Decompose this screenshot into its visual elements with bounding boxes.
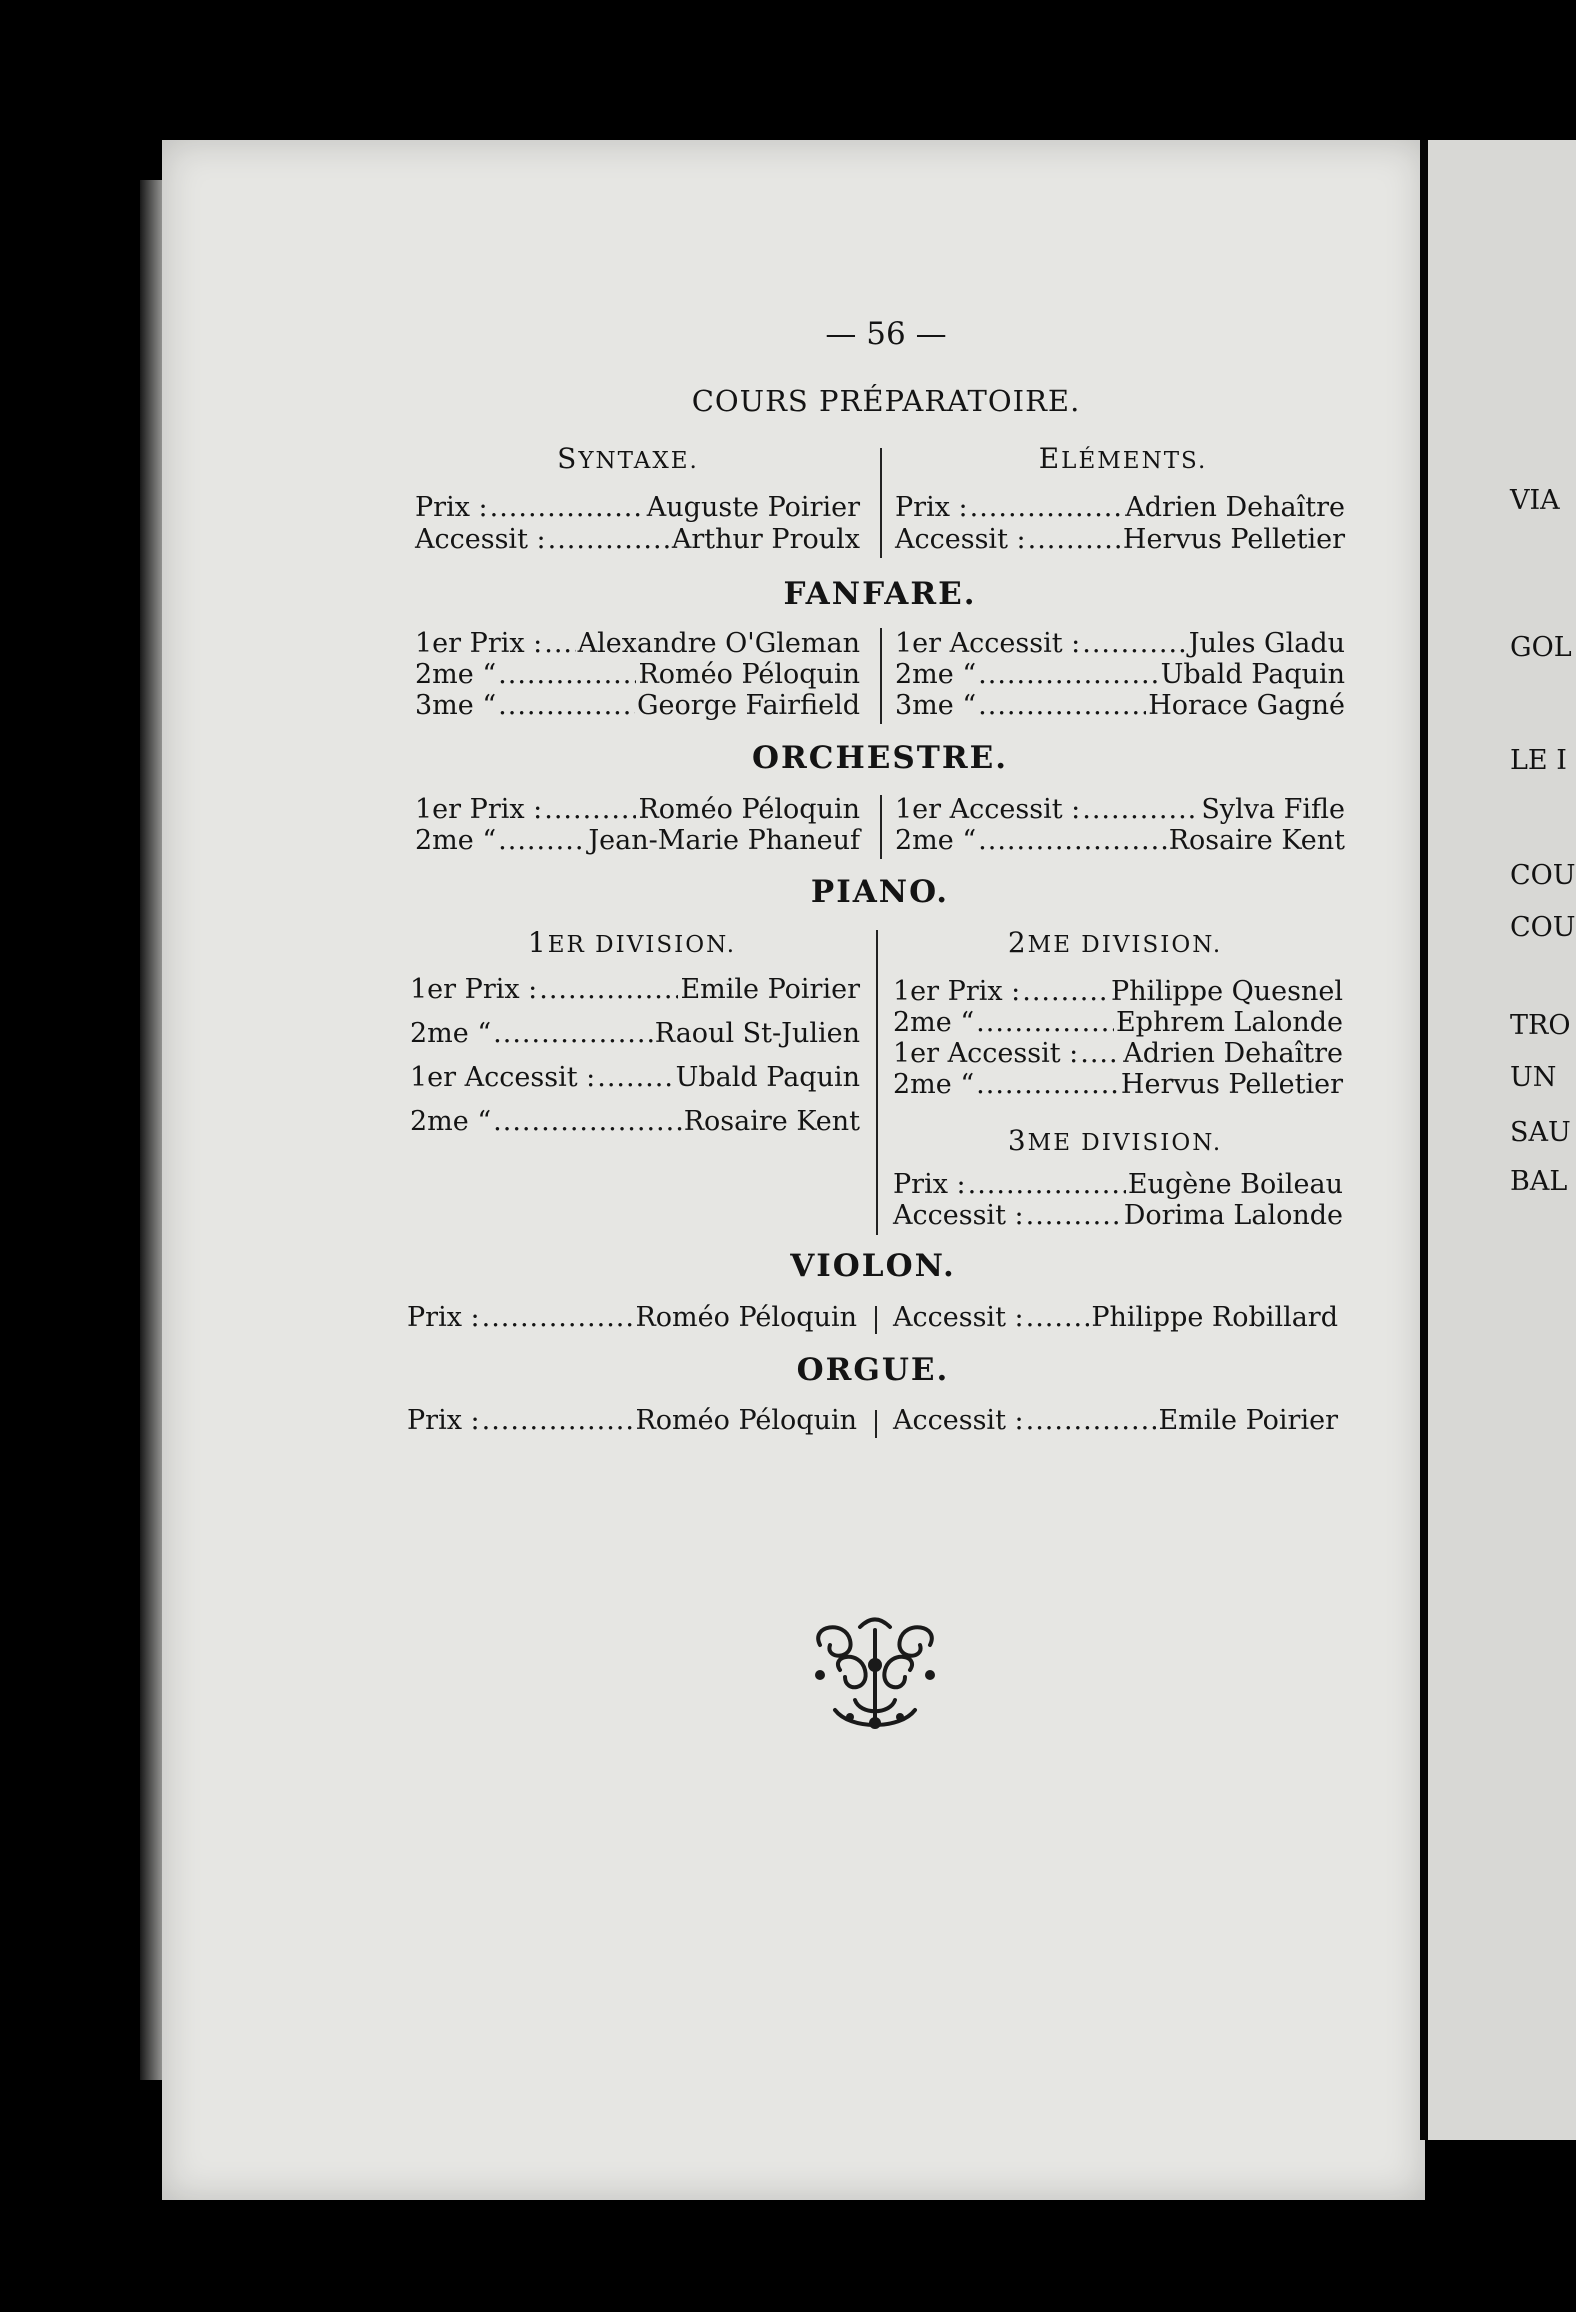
facing-page-fragment: COU bbox=[1510, 912, 1576, 943]
orgue-row: Accessit : ..... Emile Poirier bbox=[893, 1405, 1338, 1436]
piano-div1-row: 1er Accessit : ..... Ubald Paquin bbox=[410, 1062, 860, 1093]
fanfare-row: 3me “ ..... Horace Gagné bbox=[895, 690, 1345, 721]
column-divider bbox=[880, 448, 882, 558]
elements-row: Accessit : ..... Hervus Pelletier bbox=[895, 524, 1345, 555]
violon-heading: VIOLON. bbox=[790, 1248, 956, 1284]
syntaxe-row: Prix : ..... Auguste Poirier bbox=[415, 492, 860, 523]
orchestre-row: 1er Accessit : ..... Sylva Fifle bbox=[895, 794, 1345, 825]
piano-div1-row: 2me “ ..... Rosaire Kent bbox=[410, 1106, 860, 1137]
floral-ornament-icon bbox=[800, 1615, 950, 1735]
column-divider bbox=[876, 930, 878, 1235]
piano-div2-row: 2me “ ..... Hervus Pelletier bbox=[893, 1069, 1343, 1100]
piano-div1-row: 1er Prix : ..... Emile Poirier bbox=[410, 974, 860, 1005]
facing-page-fragment: LE I bbox=[1510, 745, 1567, 776]
column-divider bbox=[880, 795, 882, 859]
fanfare-row: 2me “ ..... Ubald Paquin bbox=[895, 659, 1345, 690]
piano-div1-heading: 1ER DIVISION. bbox=[527, 926, 737, 959]
piano-div2-heading: 2ME DIVISION. bbox=[1007, 926, 1223, 959]
page-number: — 56 — bbox=[825, 316, 947, 352]
piano-div3-row: Prix : ..... Eugène Boileau bbox=[893, 1169, 1343, 1200]
piano-div1-row: 2me “ ..... Raoul St-Julien bbox=[410, 1018, 860, 1049]
column-divider bbox=[875, 1410, 877, 1438]
section-title: COURS PRÉPARATOIRE. bbox=[691, 384, 1081, 418]
facing-page-fragment: UN bbox=[1510, 1062, 1557, 1093]
facing-page-fragment: GOL bbox=[1510, 632, 1572, 663]
fanfare-row: 1er Accessit : ..... Jules Gladu bbox=[895, 628, 1345, 659]
piano-div3-row: Accessit : ..... Dorima Lalonde bbox=[893, 1200, 1343, 1231]
piano-div2-row: 1er Accessit : ..... Adrien Dehaître bbox=[893, 1038, 1343, 1069]
piano-div3-heading: 3ME DIVISION. bbox=[1007, 1124, 1223, 1157]
facing-page-fragment: COU bbox=[1510, 860, 1576, 891]
facing-page-fragment: BAL bbox=[1510, 1166, 1568, 1197]
syntaxe-heading: SYNTAXE. bbox=[557, 442, 699, 475]
fanfare-row: 1er Prix : ..... Alexandre O'Gleman bbox=[415, 628, 860, 659]
fanfare-row: 3me “ ..... George Fairfield bbox=[415, 690, 860, 721]
column-divider bbox=[880, 628, 882, 724]
facing-page-fragment: SAU bbox=[1510, 1117, 1571, 1148]
column-divider bbox=[875, 1306, 877, 1334]
elements-row: Prix : ..... Adrien Dehaître bbox=[895, 492, 1345, 523]
orchestre-row: 2me “ ..... Jean-Marie Phaneuf bbox=[415, 825, 860, 856]
fanfare-heading: FANFARE. bbox=[783, 576, 977, 612]
facing-page-fragment: TRO bbox=[1510, 1010, 1571, 1041]
piano-heading: PIANO. bbox=[810, 874, 950, 910]
piano-div2-row: 1er Prix : ..... Philippe Quesnel bbox=[893, 976, 1343, 1007]
fanfare-row: 2me “ ..... Roméo Péloquin bbox=[415, 659, 860, 690]
syntaxe-row: Accessit : ..... Arthur Proulx bbox=[415, 524, 860, 555]
orgue-row: Prix : ..... Roméo Péloquin bbox=[407, 1405, 857, 1436]
orchestre-row: 1er Prix : ..... Roméo Péloquin bbox=[415, 794, 860, 825]
orchestre-heading: ORCHESTRE. bbox=[752, 740, 1008, 776]
orgue-heading: ORGUE. bbox=[796, 1352, 950, 1388]
facing-page-fragment: VIA bbox=[1510, 485, 1560, 516]
violon-row: Accessit : ..... Philippe Robillard bbox=[893, 1302, 1338, 1333]
elements-heading: ELÉMENTS. bbox=[1038, 442, 1208, 475]
piano-div2-row: 2me “ ..... Ephrem Lalonde bbox=[893, 1007, 1343, 1038]
orchestre-row: 2me “ ..... Rosaire Kent bbox=[895, 825, 1345, 856]
violon-row: Prix : ..... Roméo Péloquin bbox=[407, 1302, 857, 1333]
